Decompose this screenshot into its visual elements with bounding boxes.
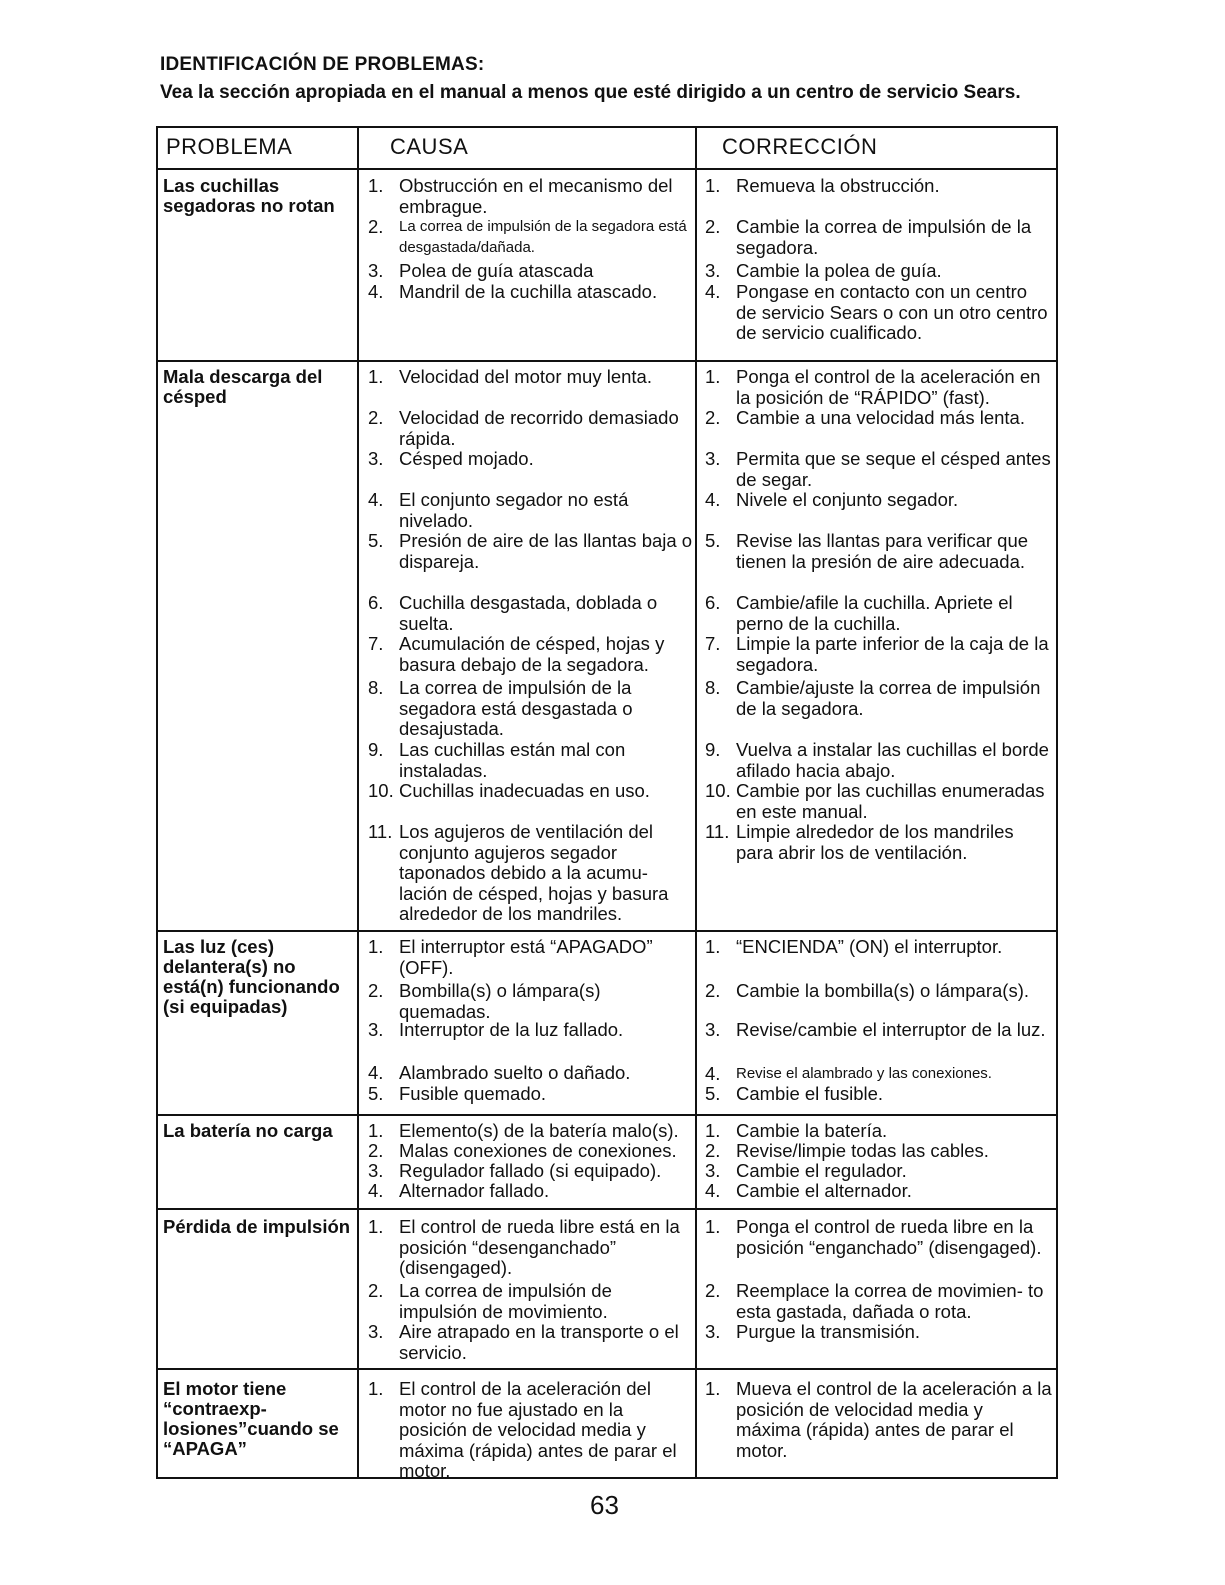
cause-item: 1. El control de rueda libre está en la posición “desenganchado” (disengaged). <box>368 1216 680 1278</box>
correction-item: 7. Limpie la parte inferior de la caja de la segadora. <box>705 633 1049 675</box>
cause-item: 2. Velocidad de recorrido demasiado rápida. <box>368 407 679 449</box>
row-divider <box>156 360 1058 362</box>
correction-item: 1. Ponga el control de rueda libre en la posición “enganchado” (disengaged). <box>705 1216 1042 1258</box>
cause-item: 2. Malas conexiones de conexiones. <box>368 1140 677 1161</box>
row-divider <box>156 1208 1058 1210</box>
page-heading: IDENTIFICACIÓN DE PROBLEMAS: <box>160 54 485 75</box>
header-problem: PROBLEMA <box>166 134 293 159</box>
correction-item: 5. Revise las llantas para verificar que tienen la presión de aire adecuada. <box>705 530 1029 572</box>
problem-label: Pérdida de impulsión <box>163 1216 351 1237</box>
correction-item: 3. Permita que se seque el césped antes de segar. <box>705 448 1051 490</box>
correction-item: 2. Cambie la bombilla(s) o lámpara(s). <box>705 980 1030 1001</box>
correction-item: 3. Purgue la transmisión. <box>705 1321 921 1342</box>
column-divider <box>695 126 697 1479</box>
correction-item: 11. Limpie alrededor de los mandriles para abrir los de ventilación. <box>705 821 1014 863</box>
problem-label: El motor tiene “contraexp- losiones”cuando se “APAGA” <box>163 1378 339 1459</box>
correction-item: 2. Cambie la correa de impulsión de la segadora. <box>705 216 1032 258</box>
cause-item: 4. Alternador fallado. <box>368 1180 550 1201</box>
correction-item: 8. Cambie/ajuste la correa de impulsión de la segadora. <box>705 677 1041 719</box>
problem-label: Las cuchillas segadoras no rotan <box>163 175 335 216</box>
correction-item: 9. Vuelva a instalar las cuchillas el borde afilado hacia abajo. <box>705 739 1049 781</box>
cause-item: 3. Regulador fallado (si equipado). <box>368 1160 662 1181</box>
cause-item: 5. Fusible quemado. <box>368 1083 547 1104</box>
cause-item: 8. La correa de impulsión de la segadora está desgastada o desajustada. <box>368 677 633 739</box>
correction-item: 2. Reemplace la correa de movimien- to esta gastada, dañada o rota. <box>705 1280 1044 1322</box>
cause-item: 3. Interruptor de la luz fallado. <box>368 1019 624 1040</box>
row-divider <box>156 1368 1058 1370</box>
cause-item: 6. Cuchilla desgastada, doblada o suelta. <box>368 592 658 634</box>
correction-item: 1. Mueva el control de la aceleración a la posición de velocidad media y máxima (rápida) antes de parar el motor. <box>705 1378 1052 1461</box>
cause-item: 1. Elemento(s) de la batería malo(s). <box>368 1120 679 1141</box>
correction-item: 4. Cambie el alternador. <box>705 1180 912 1201</box>
cause-item: 3. Polea de guía atascada <box>368 260 594 281</box>
cause-item: 3. Aire atrapado en la transporte o el servicio. <box>368 1321 679 1363</box>
cause-item: 2. Bombilla(s) o lámpara(s) quemadas. <box>368 980 601 1022</box>
intro-text: Vea la sección apropiada en el manual a menos que esté dirigido a un centro de servicio Sears. <box>160 82 1021 103</box>
correction-item: 4. Pongase en contacto con un centro de servicio Sears o con un otro centro de servicio cualificado. <box>705 281 1048 343</box>
cause-item: 1. El interruptor está “APAGADO” (OFF). <box>368 936 653 978</box>
cause-item: 1. Velocidad del motor muy lenta. <box>368 366 652 387</box>
header-divider <box>156 168 1058 170</box>
correction-item: 4. Nivele el conjunto segador. <box>705 489 959 510</box>
correction-item: 1. Cambie la batería. <box>705 1120 888 1141</box>
cause-item: 4. Alambrado suelto o dañado. <box>368 1062 631 1083</box>
cause-item: 1. Obstrucción en el mecanismo del embrague. <box>368 175 673 217</box>
correction-item: 1. Ponga el control de la aceleración en la posición de “RÁPIDO” (fast). <box>705 366 1041 408</box>
cause-item: 3. Césped mojado. <box>368 448 534 469</box>
cause-item: 2. La correa de impulsión de la segadora está desgastada/dañada. <box>368 216 687 256</box>
cause-item: 5. Presión de aire de las llantas baja o dispareja. <box>368 530 693 572</box>
row-divider <box>156 1114 1058 1116</box>
problem-label: Mala descarga del césped <box>163 366 323 407</box>
correction-item: 3. Revise/cambie el interruptor de la luz. <box>705 1019 1046 1040</box>
cause-item: 2. La correa de impulsión de impulsión de movimiento. <box>368 1280 612 1322</box>
correction-item: 2. Revise/limpie todas las cables. <box>705 1140 989 1161</box>
cause-item: 4. El conjunto segador no está nivelado. <box>368 489 629 531</box>
header-cause: CAUSA <box>390 134 469 159</box>
column-divider <box>357 126 359 1479</box>
page-number: 63 <box>590 1490 619 1520</box>
correction-item: 5. Cambie el fusible. <box>705 1083 884 1104</box>
correction-item: 4. Revise el alambrado y las conexiones. <box>705 1063 992 1084</box>
correction-item: 1. “ENCIENDA” (ON) el interruptor. <box>705 936 1003 957</box>
cause-item: 7. Acumulación de césped, hojas y basura debajo de la segadora. <box>368 633 665 675</box>
correction-item: 6. Cambie/afile la cuchilla. Apriete el perno de la cuchilla. <box>705 592 1013 634</box>
cause-item: 9. Las cuchillas están mal con instaladas. <box>368 739 626 781</box>
row-divider <box>156 930 1058 932</box>
cause-item: 10. Cuchillas inadecuadas en uso. <box>368 780 650 801</box>
correction-item: 3. Cambie el regulador. <box>705 1160 907 1181</box>
cause-item: 1. El control de la aceleración del motor no fue ajustado en la posición de velocidad media y máxima (rápida) antes de parar el motor. <box>368 1378 677 1481</box>
problem-label: La batería no carga <box>163 1120 333 1141</box>
header-correction: CORRECCIÓN <box>722 134 878 159</box>
cause-item: 4. Mandril de la cuchilla atascado. <box>368 281 658 302</box>
cause-item: 11. Los agujeros de ventilación del conjunto agujeros segador taponados debido a la acumu- lación de césped, hojas y basura alrededor de los mandriles. <box>368 821 669 924</box>
correction-item: 10. Cambie por las cuchillas enumeradas en este manual. <box>705 780 1045 822</box>
correction-item: 1. Remueva la obstrucción. <box>705 175 940 196</box>
correction-item: 3. Cambie la polea de guía. <box>705 260 942 281</box>
problem-label: Las luz (ces) delantera(s) no está(n) funcionando (si equipadas) <box>163 936 340 1017</box>
correction-item: 2. Cambie a una velocidad más lenta. <box>705 407 1025 428</box>
